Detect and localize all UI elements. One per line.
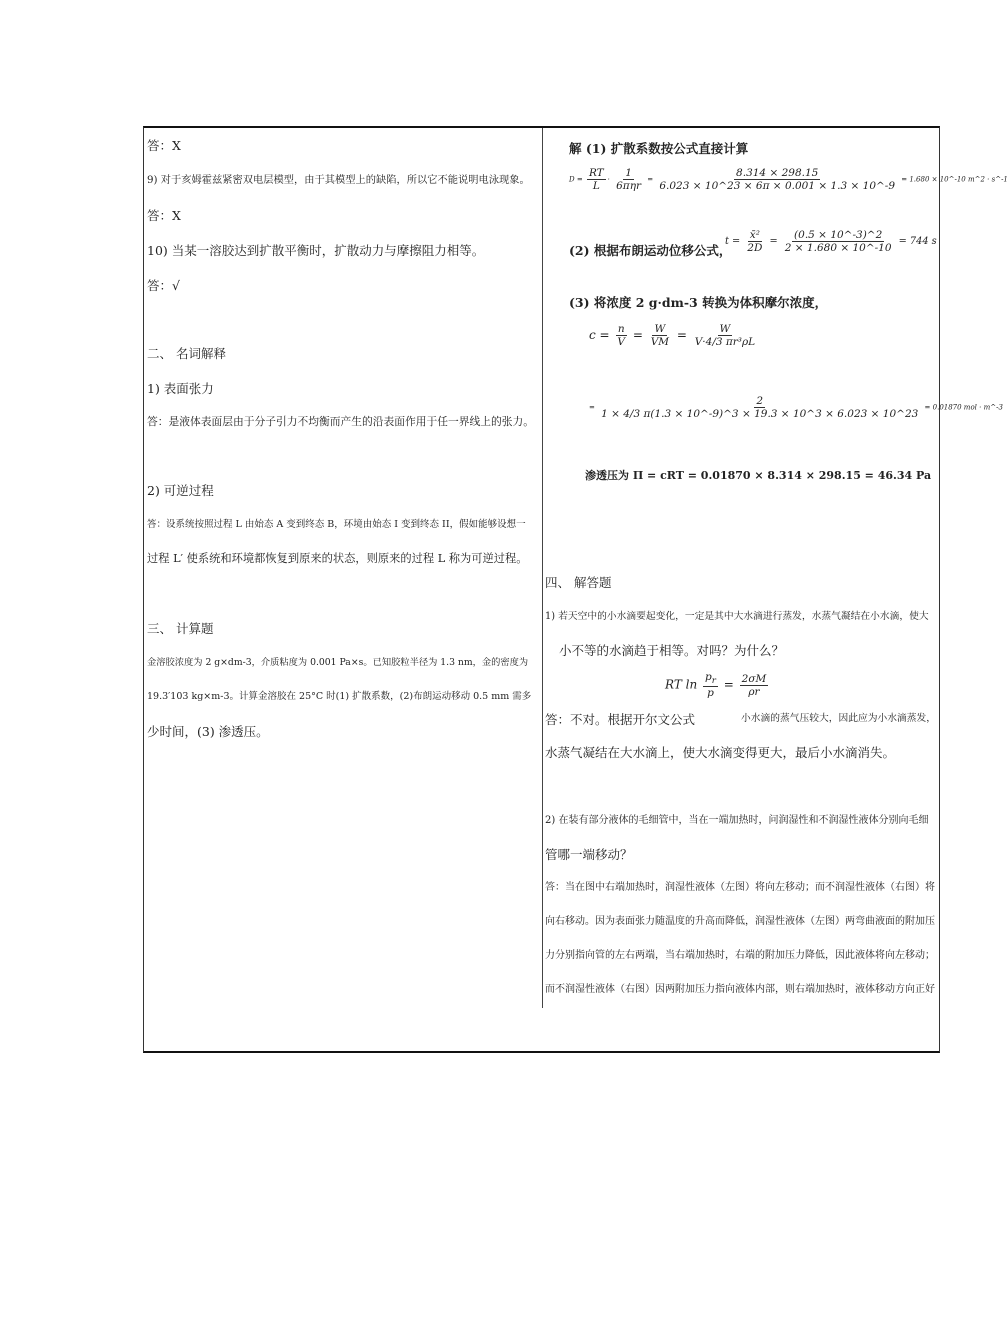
eq1-result: = 1.680 × 10^-10 m^2 · s^-1 [901,175,1008,184]
question-2-line1: 2) 在装有部分液体的毛细管中，当在一端加热时，问润湿性和不润湿性液体分别向毛细 [545,815,929,826]
answer-2-line4: 而不润湿性液体（右图）因两附加压力指向液体内部，则右端加热时，液体移动方向正好 [545,984,935,995]
eq3-result: = 0.01870 mol · m^-3 [924,403,1003,412]
diffusion-equation: D = $\frac{RT}{L}$ · $\frac{1}{\text{6πηr}}$ = $\frac{8.314 \times 298.15}{6.023 \times 10\^{}23 \times 6\pi \times 0.001 \times 1.3 \times 10\^{}-9}$ = 1.680 × 10^-10 m^2 · s^-1 [569,167,1008,192]
solution-step-1: 解 (1) 扩散系数按公式直接计算 [569,141,749,156]
section-heading-2: 二、 名词解释 [147,346,226,361]
problem-line3: 少时间，(3) 渗透压。 [147,724,269,739]
question-1-line2: 小不等的水滴趋于相等。对吗？为什么？ [559,643,785,658]
column-divider [542,128,543,1008]
term-2-answer-line1: 答：设系统按照过程 L 由始态 A 变到终态 B，环境由始态 I 变到终态 II，假如能够设想一 [147,519,526,530]
answer-10: 答：√ [147,278,180,293]
brownian-equation: t = $\frac{\text{x̄²}}{2D}$ = $\frac{(0.5 \times 10\^{}-3)\^{}2}{2 \times 1.680 \times 10\^{}-10}$ = 744 s [725,229,937,254]
answer-1-line1: 答：不对。根据开尔文公式 [545,712,696,727]
answer-9: 答：X [147,208,181,223]
solution-step-2: (2) 根据布朗运动位移公式， [569,243,732,258]
eq2-numerator: (0.5 × 10^-3)^2 [794,229,883,241]
question-9: 9) 对于亥姆霍兹紧密双电层模型，由于其模型上的缺陷，所以它不能说明电泳现象。 [147,174,530,186]
term-2-answer-line2: 过程 L′ 使系统和环境都恢复到原来的状态，则原来的过程 L 称为可逆过程。 [147,552,528,565]
problem-line2: 19.3′103 kg×m-3。计算金溶胶在 25°C 时(1) 扩散系数，(2)布朗运动移动 0.5 mm 需多 [147,691,532,702]
answer-2-line3: 力分别指向管的左右两端，当右端加热时，右端的附加压力降低，因此液体将向左移动； [545,950,935,961]
eq2-result: = 744 s [898,236,937,247]
question-2-line2: 管哪一端移动？ [545,847,633,862]
answer-1-line2: 水蒸气凝结在大水滴上，使大水滴变得更大，最后小水滴消失。 [545,745,896,760]
concentration-value-equation: = $\frac{2}{1 \times 4/3 \pi(1.3 \times 10\^{}-9)\^{}3 \times 19.3 \times 10\^{}3 \times 6.023 \times 10\^{}23}$ = 0.01870 mol · m^-3 [589,395,1003,420]
eq3-numerator: 2 [756,395,764,407]
section-heading-3: 三、 计算题 [147,621,214,636]
osmotic-pressure-result: 渗透压为 Π = cRT = 0.01870 × 8.314 × 298.15 = 46.34 Pa [585,469,932,482]
problem-line1: 金溶胶浓度为 2 g×dm-3，介质粘度为 0.001 Pa×s。已知胶粒半径为 1.3 nm，金的密度为 [147,657,529,668]
answer-1-line1b: 小水滴的蒸气压较大，因此应为小水滴蒸发， [741,713,936,724]
term-1-answer: 答：是液体表面层由于分子引力不均衡而产生的沿表面作用于任一界线上的张力。 [147,415,535,428]
eq3-denominator: 1 × 4/3 π(1.3 × 10^-9)^3 × 19.3 × 10^3 × 6.023 × 10^23 [601,408,919,420]
question-1-line1: 1) 若天空中的小水滴要起变化，一定是其中大水滴进行蒸发，水蒸气凝结在小水滴，使大 [545,611,929,622]
eq1-numerator: 8.314 × 298.15 [736,167,819,179]
answer-2-line2: 向右移动。因为表面张力随温度的升高而降低，润湿性液体（左图）两弯曲液面的附加压 [545,916,935,927]
solution-step-3: (3) 将浓度 2 g·dm-3 转换为体积摩尔浓度， [569,295,828,310]
eq1-denominator: 6.023 × 10^23 × 6π × 0.001 × 1.3 × 10^-9 [659,180,896,192]
term-1: 1) 表面张力 [147,381,214,396]
eq2-denominator: 2 × 1.680 × 10^-10 [784,242,892,254]
concentration-equation: c = $\frac{n}{V}$ = $\frac{W}{VM}$ = $\frac{W}{\text{V·4/3 πr³ρL}}$ [589,323,756,348]
answer-2-line1: 答：当在图中右端加热时，润湿性液体（左图）将向左移动；而不润湿性液体（右图）将 [545,882,935,893]
section-heading-4: 四、 解答题 [545,575,612,590]
answer-8: 答：X [147,138,181,153]
term-2: 2) 可逆过程 [147,483,214,498]
question-10: 10) 当某一溶胶达到扩散平衡时，扩散动力与摩擦阻力相等。 [147,243,485,258]
kelvin-equation: RT ln $\frac{p_r}{p}$ = $\frac{2\sigma M}{\rho r}$ [665,671,767,700]
